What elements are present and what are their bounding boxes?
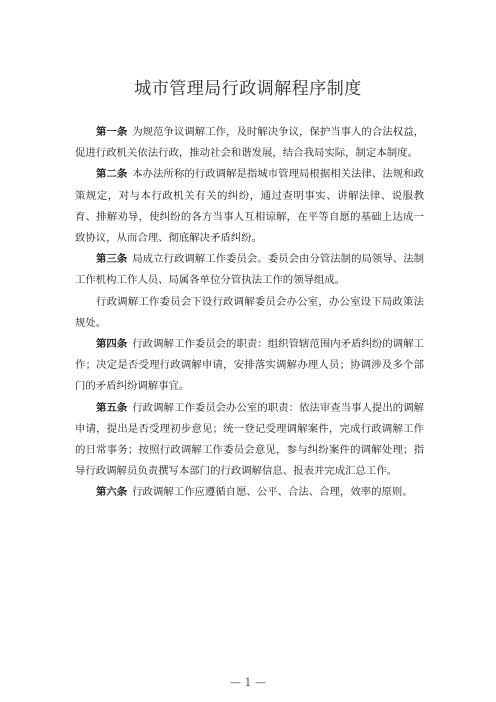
- article-5-text: 行政调解工作委员会办公室的职责：依法审查当事人提出的调解申请，提出是否受理初步意见；统一登记受理调解案件，完成行政调解工作的日常事务；按照行政调解工作委员会意见，参与纠纷案件的调解处理；指导行政调解员负责撰写本部门的行政调解信息、报表并完成汇总工作。: [75, 401, 425, 478]
- document-body: [75, 122, 424, 504]
- article-2-paragraph: [75, 164, 424, 249]
- article-4-heading: 第四条: [96, 338, 128, 351]
- article-1-heading: 第一条: [96, 126, 128, 138]
- article-6-heading: 第六条: [96, 486, 128, 499]
- article-3-heading: 第三条: [96, 253, 128, 266]
- article-1-paragraph: [75, 122, 424, 164]
- article-3-continuation-paragraph: [75, 292, 424, 334]
- article-5-heading: 第五条: [96, 401, 128, 414]
- article-2-heading: 第二条: [96, 168, 128, 181]
- article-3-paragraph: [75, 249, 424, 291]
- article-1-text: 为规范争议调解工作，及时解决争议，保护当事人的合法权益，促进行政机关依法行政，推动社会和谐发展，结合我局实际，制定本制度。: [75, 126, 425, 160]
- article-6-text: 行政调解工作应遵循自愿、公平、合法、合理，效率的原则。: [132, 486, 413, 499]
- article-4-paragraph: [75, 334, 424, 398]
- article-3-continuation-text: 行政调解工作委员会下设行政调解委员会办公室，办公室设下局政策法规处。: [75, 295, 424, 329]
- article-2-text: 本办法所称的行政调解是指城市管理局根据相关法律、法规和政策规定，对与本行政机关有关的纠纷，通过查明事实、讲解法律、说服教育、排解劝导，使纠纷的各方当事人互相谅解，在平等自愿的基础上达成一致协议，从而合理、彻底解决矛盾纠纷。: [75, 168, 425, 245]
- page-number: — 1 —: [230, 676, 266, 689]
- article-5-paragraph: [75, 398, 424, 483]
- article-4-text: 行政调解工作委员会的职责：组织管辖范围内矛盾纠纷的调解工作；决定是否受理行政调解申请，安排落实调解办理人员；协调涉及多个部门的矛盾纠纷调解事宜。: [75, 338, 425, 393]
- article-6-paragraph: [75, 482, 424, 503]
- document-title: 城市管理局行政调解程序制度: [134, 79, 362, 99]
- article-3-text: 局成立行政调解工作委员会。委员会由分管法制的局领导、法制工作机构工作人员、局属各单位分管执法工作的领导组成。: [75, 253, 425, 287]
